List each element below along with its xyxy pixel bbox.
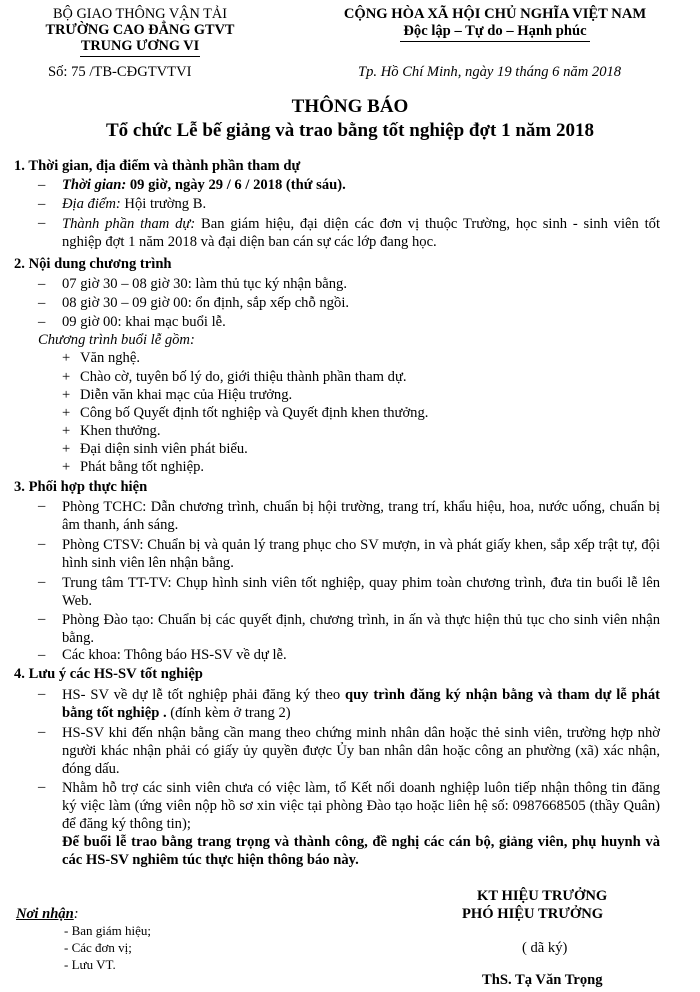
- time-label: Thời gian:: [62, 177, 127, 193]
- time-value: 09 giờ, ngày 29 / 6 / 2018 (thứ sáu).: [126, 177, 346, 193]
- program-item: Khen thưởng.: [80, 423, 161, 439]
- signer-name: ThS. Tạ Văn Trọng: [482, 972, 603, 988]
- place-value: Hội trường B.: [120, 196, 207, 212]
- sign-subtitle: PHÓ HIỆU TRƯỞNG: [462, 906, 604, 922]
- document-title: THÔNG BÁO: [291, 96, 409, 117]
- place-label: Địa điểm:: [62, 196, 121, 212]
- issuer-block: [10, 6, 270, 54]
- bullet-plus: +: [62, 459, 71, 475]
- recipients-heading: [16, 906, 79, 923]
- bullet-dash: –: [38, 647, 46, 663]
- coordination-item: Phòng TCHC: Dẫn chương trình, chuẩn bị hội trường, trang trí, khẩu hiệu, hoa, nước uống, chuẩn bị âm thanh, ánh sáng.: [62, 499, 660, 533]
- recipients-label: Nơi nhận: [16, 906, 74, 922]
- bullet-dash: –: [38, 196, 46, 212]
- note-text: (đính kèm ở trang 2): [166, 705, 291, 721]
- bullet-plus: +: [62, 387, 71, 403]
- bullet-plus: +: [62, 441, 71, 457]
- bullet-dash: –: [38, 295, 46, 311]
- program-label: Chương trình buổi lễ gồm:: [38, 332, 195, 348]
- schedule-item: 07 giờ 30 – 08 giờ 30: làm thủ tục ký nhận bằng.: [62, 276, 347, 292]
- closing-statement: Để buổi lễ trao bằng trang trọng và thành công, đề nghị các cán bộ, giảng viên, phụ huynh và các HS-SV nghiêm túc thực hiện thông báo này.: [62, 834, 660, 868]
- note-item-registration: [62, 686, 660, 722]
- bullet-dash: –: [38, 276, 46, 292]
- note-text: HS- SV về dự lễ tốt nghiệp phải đăng ký theo: [62, 687, 345, 703]
- national-motto-block: [330, 6, 660, 40]
- bullet-dash: –: [38, 498, 46, 514]
- note-item-id: HS-SV khi đến nhận bằng cần mang theo chứng minh nhân dân hoặc thẻ sinh viên, trường hợp nhờ người khác nhận phải có giấy ủy quyền được Ủy ban nhân dân hoặc công an phường (xã) xác nhận, đóng dấu.: [62, 725, 660, 777]
- country-name: CỘNG HÒA XÃ HỘI CHỦ NGHĨA VIỆT NAM: [343, 6, 647, 22]
- motto-underline: [400, 41, 590, 42]
- place-date: Tp. Hồ Chí Minh, ngày 19 tháng 6 năm 2018: [358, 64, 622, 80]
- bullet-dash: –: [38, 574, 46, 590]
- place-line: [62, 196, 206, 213]
- attendees-label: Thành phần tham dự:: [62, 216, 196, 232]
- motto: Độc lập – Tự do – Hạnh phúc: [403, 23, 587, 39]
- recipient-item: - Ban giám hiệu;: [64, 923, 152, 938]
- attendees-line: [62, 215, 660, 251]
- section-2-heading: 2. Nội dung chương trình: [14, 256, 172, 272]
- program-item: Chào cờ, tuyên bố lý do, giới thiệu thành phần tham dự.: [80, 369, 407, 385]
- school-name-line1: TRƯỜNG CAO ĐẲNG GTVT: [45, 22, 235, 38]
- bullet-dash: –: [38, 314, 46, 330]
- recipient-item: - Các đơn vị;: [64, 940, 132, 955]
- program-item: Công bố Quyết định tốt nghiệp và Quyết định khen thưởng.: [80, 405, 429, 421]
- bullet-dash: –: [38, 611, 46, 627]
- section-3-heading: 3. Phối hợp thực hiện: [14, 479, 148, 495]
- section-4-heading: 4. Lưu ý các HS-SV tốt nghiệp: [14, 666, 203, 682]
- bullet-dash: –: [38, 686, 46, 702]
- school-name-line2: TRUNG ƯƠNG VI: [80, 38, 200, 54]
- bullet-dash: –: [38, 215, 46, 231]
- document-number: Số: 75 /TB-CĐGTVTVI: [48, 64, 192, 80]
- bullet-plus: +: [62, 423, 71, 439]
- document-subtitle: Tổ chức Lễ bế giảng và trao bằng tốt nghiệp đợt 1 năm 2018: [106, 120, 594, 141]
- coordination-item: Các khoa: Thông báo HS-SV về dự lễ.: [62, 647, 287, 663]
- bullet-plus: +: [62, 405, 71, 421]
- ministry-name: BỘ GIAO THÔNG VẬN TẢI: [53, 6, 227, 22]
- sign-title: KT HIỆU TRƯỞNG: [477, 888, 608, 904]
- program-item: Phát bằng tốt nghiệp.: [80, 459, 205, 475]
- bullet-dash: –: [38, 536, 46, 552]
- schedule-item: 09 giờ 00: khai mạc buổi lễ.: [62, 314, 226, 330]
- signed-note: ( dã ký): [522, 940, 568, 956]
- program-item: Văn nghệ.: [80, 350, 140, 366]
- recipients-colon: :: [73, 906, 79, 922]
- coordination-item: Trung tâm TT-TV: Chụp hình sinh viên tốt nghiệp, quay phim toàn chương trình, đưa tin buổi lễ lên Web.: [62, 575, 660, 609]
- bullet-plus: +: [62, 369, 71, 385]
- bullet-dash: –: [38, 177, 46, 193]
- time-line: [62, 177, 346, 194]
- program-item: Diễn văn khai mạc của Hiệu trưởng.: [80, 387, 293, 403]
- attendees-value: Ban giám hiệu, đại diện các đơn vị thuộc Trường, học sinh - sinh viên tốt nghiệp đợt 1 năm 2018 và đại diện ban cán sự các lớp đang học.: [62, 216, 660, 250]
- section-1-heading: 1. Thời gian, địa điểm và thành phần tham dự: [14, 158, 301, 174]
- bullet-dash: –: [38, 724, 46, 740]
- note-item-jobs: Nhằm hỗ trợ các sinh viên chưa có việc làm, tổ Kết nối doanh nghiệp luôn tiếp nhận thông tin đăng ký việc làm (ứng viên nộp hồ sơ xin việc tại phòng Đào tạo hoặc liên hệ số: 0987668505 (thầy Quân) để đăng ký thông tin);: [62, 780, 660, 832]
- recipient-item: - Lưu VT.: [64, 957, 116, 972]
- bullet-dash: –: [38, 779, 46, 795]
- coordination-item: Phòng CTSV: Chuẩn bị và quản lý trang phục cho SV mượn, in và phát giấy khen, sắp xếp trật tự, đội hình sinh viên lên nhận bằng.: [62, 537, 660, 571]
- issuer-underline: [80, 56, 200, 57]
- coordination-item: Phòng Đào tạo: Chuẩn bị các quyết định, chương trình, in ấn và thực hiện thủ tục cho sinh viên nhận bằng.: [62, 612, 660, 646]
- bullet-plus: +: [62, 350, 71, 366]
- schedule-item: 08 giờ 30 – 09 giờ 00: ổn định, sắp xếp chỗ ngồi.: [62, 295, 350, 311]
- registration-procedure: quy trình đăng ký nhận bằng và tham dự lễ phát bằng tốt nghiệp .: [62, 687, 660, 721]
- program-item: Đại diện sinh viên phát biểu.: [80, 441, 248, 457]
